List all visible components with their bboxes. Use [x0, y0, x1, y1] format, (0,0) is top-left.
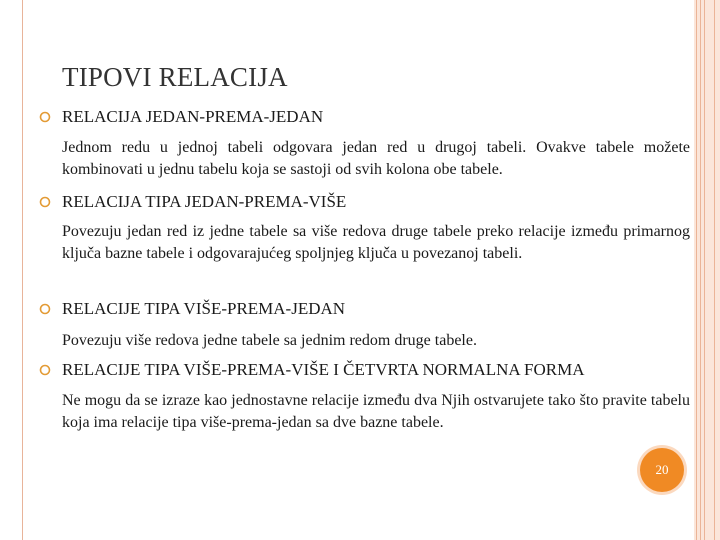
item-heading-1: RELACIJA JEDAN-PREMA-JEDAN	[62, 107, 324, 126]
page-number-badge: 20	[640, 448, 684, 492]
item-text-3: Povezuju više redova jedne tabele sa jednim redom druge tabele.	[62, 332, 477, 349]
item-heading-3: RELACIJE TIPA VIŠE-PREMA-JEDAN	[62, 299, 346, 318]
bullet-icon	[39, 196, 51, 208]
item-heading-2: RELACIJA TIPA JEDAN-PREMA-VIŠE	[62, 192, 347, 211]
right-decorative-frame	[694, 0, 720, 540]
item-text-1: Jednom redu u jednoj tabeli odgovara jedan red u drugoj tabeli. Ovakve tabele možete kombinovati u jednu tabelu koja se sastoji od svih kolona obe tabele.	[62, 139, 690, 178]
item-text-4: Ne mogu da se izraze kao jednostavne relacije između dva Njih ostvarujete tako što pravite tabelu koja ima relacije tipa više-prema-jedan sa dve bazne tabele.	[62, 392, 690, 431]
slide-title: TIPOVI RELACIJA	[62, 62, 288, 92]
left-decorative-rule	[22, 0, 23, 540]
item-text-2: Povezuju jedan red iz jedne tabele sa više redova druge tabele preko relacije između primarnog ključa bazne tabele i odgovarajućeg spoljnjeg ključa u povezanoj tabeli.	[62, 223, 690, 262]
item-heading-4: RELACIJE TIPA VIŠE-PREMA-VIŠE I ČETVRTA NORMALNA FORMA	[62, 360, 585, 379]
bullet-icon	[39, 364, 51, 376]
bullet-icon	[39, 111, 51, 123]
bullet-icon	[39, 303, 51, 315]
